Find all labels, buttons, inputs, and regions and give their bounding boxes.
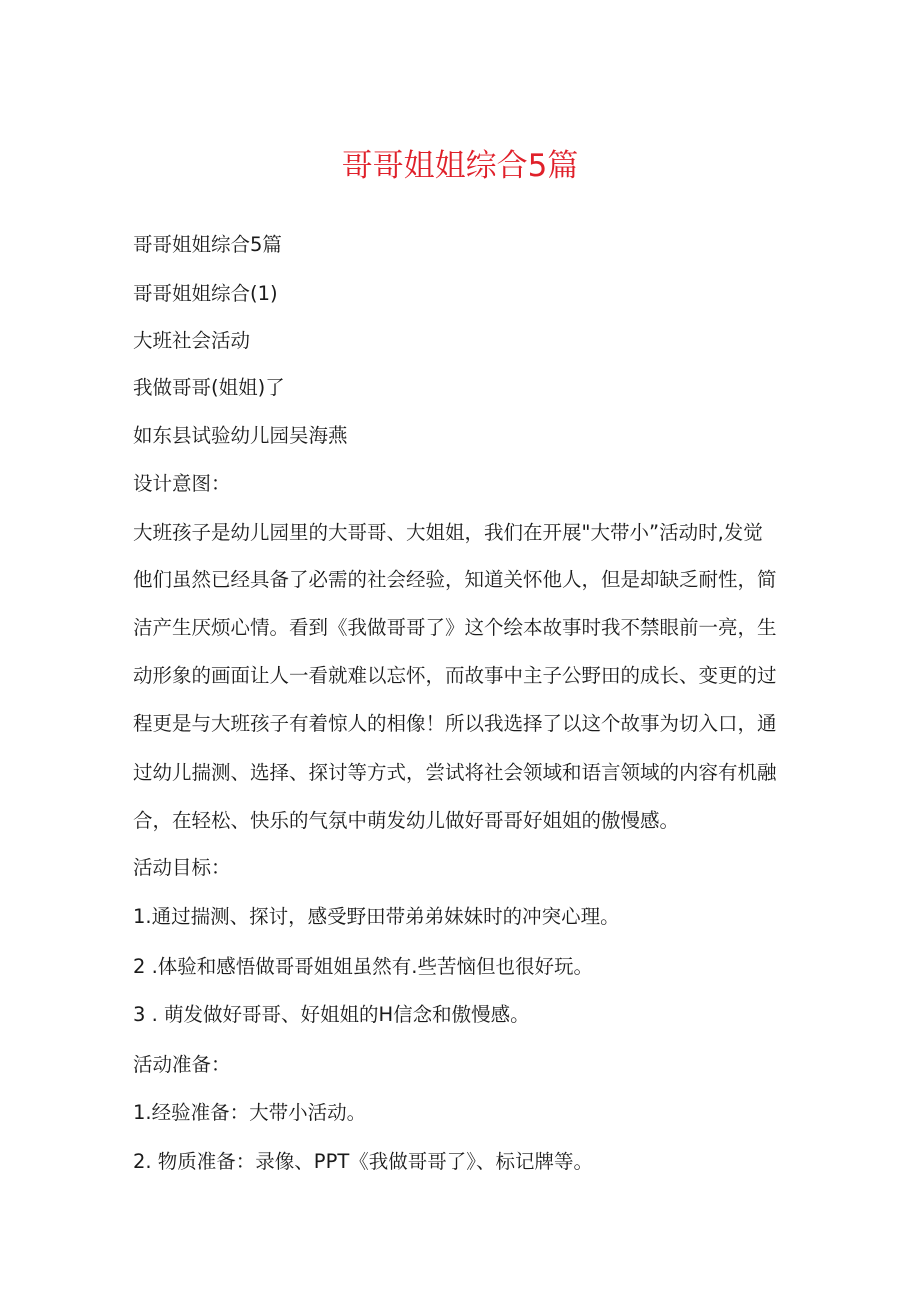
paragraph-line: 过幼儿揣测、选择、探讨等方式，尝试将社会领域和语言领域的内容有机融 <box>133 761 777 784</box>
paragraph-line: 程更是与大班孩子有着惊人的相像！所以我选择了以这个故事为切入口，通 <box>133 712 777 735</box>
paragraph-line: 合，在轻松、快乐的气氛中萌发幼儿做好哥哥好姐姐的傲慢感。 <box>133 809 680 832</box>
paragraph-line: 动形象的画面让人一看就难以忘怀，而故事中主子公野田的成长、变更的过 <box>133 664 777 687</box>
goal-item: 2 .体验和感悟做哥哥姐姐虽然有.些苦恼但也很好玩。 <box>133 955 594 978</box>
author-line: 如东县试验幼儿园吴海燕 <box>133 424 348 447</box>
goal-item: 1.通过揣测、探讨，感受野田带弟弟妹妹时的冲突心理。 <box>133 905 620 928</box>
paragraph-line: 大班孩子是幼儿园里的大哥哥、大姐姐，我们在开展"大带小”活动时,发觉 <box>133 521 763 544</box>
goal-item: 3 . 萌发做好哥哥、好姐姐的H信念和傲慢感。 <box>133 1003 530 1026</box>
activity-type: 大班社会活动 <box>133 329 251 352</box>
paragraph-line: 洁产生厌烦心情。看到《我做哥哥了》这个绘本故事时我不禁眼前一亮，生 <box>133 616 777 639</box>
subtitle-line: 哥哥姐姐综合5篇 <box>133 233 282 256</box>
prep-item: 2. 物质准备：录像、PPT《我做哥哥了》、标记牌等。 <box>133 1150 593 1173</box>
activity-name: 我做哥哥(姐姐)了 <box>133 376 285 399</box>
document-title: 哥哥姐姐综合5篇 <box>341 148 579 184</box>
design-intent-heading: 设计意图： <box>133 472 231 495</box>
intro-paragraph <box>133 521 793 841</box>
prep-item: 1.经验准备：大带小活动。 <box>133 1101 367 1124</box>
paragraph-line: 他们虽然已经具备了必需的社会经验，知道关怀他人，但是却缺乏耐性，简 <box>133 568 777 591</box>
goals-heading: 活动目标： <box>133 856 231 879</box>
prep-heading: 活动准备： <box>133 1053 231 1076</box>
section-heading: 哥哥姐姐综合(1) <box>133 282 278 305</box>
